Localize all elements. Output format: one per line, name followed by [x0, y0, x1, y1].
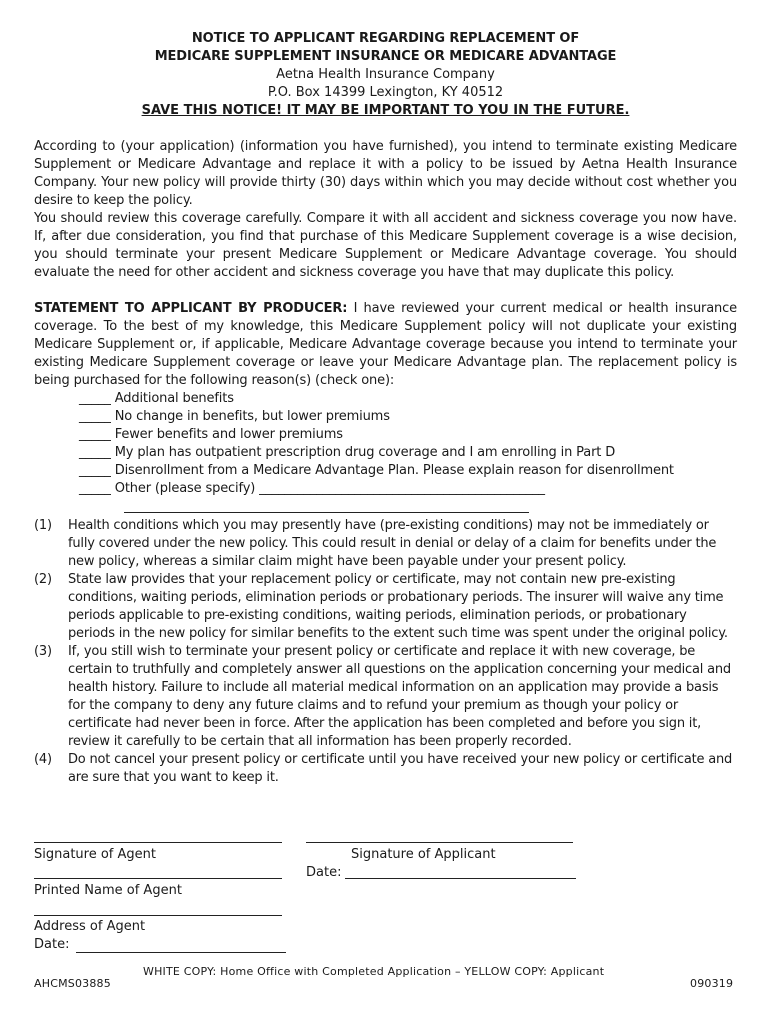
company-name: Aetna Health Insurance Company — [276, 67, 495, 82]
checklist-item-disenrollment[interactable]: _____ Disenrollment from a Medicare Advantage Plan. Please explain reason for disenrollment — [79, 463, 674, 478]
copy-distribution: WHITE COPY: Home Office with Completed Application – YELLOW COPY: Applicant — [143, 965, 605, 978]
intro-paragraph-1: According to (your application) (information you have furnished), you intend to terminate existing Medicare Supplement or Medicare Advantage and replace it with a policy to be issued by Aetna Health Insurance Company. Your new policy will provide thirty (30) days within which you may decide without cost whether you desire to keep the policy. — [34, 139, 737, 208]
company-address: P.O. Box 14399 Lexington, KY 40512 — [267, 85, 504, 100]
agent-signature-line[interactable] — [34, 842, 282, 843]
agent-date-label: Date: — [34, 937, 70, 952]
checklist-item-other[interactable]: _____ Other (please specify) _____________________________________________ — [79, 481, 545, 496]
save-notice: SAVE THIS NOTICE! IT MAY BE IMPORTANT TO YOU IN THE FUTURE. — [141, 103, 630, 118]
numbered-item — [34, 571, 737, 643]
item-number: (4) — [34, 752, 52, 767]
printed-name-label: Printed Name of Agent — [34, 883, 182, 898]
item-text: Health conditions which you may presently have (pre-existing conditions) may not be immediately or fully covered under the new policy. This could result in denial or delay of a claim for benefits under the new policy, whereas a similar claim might have been payable under your present policy. — [68, 518, 717, 569]
item-number: (1) — [34, 518, 52, 533]
item-text: Do not cancel your present policy or certificate until you have received your new policy or certificate and are sure that you want to keep it. — [68, 752, 733, 785]
item-number: (2) — [34, 572, 52, 587]
title-line-2: MEDICARE SUPPLEMENT INSURANCE OR MEDICARE ADVANTAGE — [154, 49, 617, 64]
numbered-item — [34, 517, 737, 571]
item-text: State law provides that your replacement policy or certificate, may not contain new pre-existing conditions, waiting periods, elimination periods or probationary periods. The insurer will waive any time periods applicable to pre-existing conditions, waiting periods, elimination periods, or probationary periods in the new policy for similar benefits to the extent such time was spent under the original policy. — [68, 572, 728, 641]
agent-date-line[interactable] — [76, 952, 286, 953]
title-line-1: NOTICE TO APPLICANT REGARDING REPLACEMENT OF — [191, 31, 580, 46]
numbered-item — [34, 751, 737, 787]
printed-name-line[interactable] — [34, 878, 282, 879]
checklist-item-fewer-benefits[interactable]: _____ Fewer benefits and lower premiums — [79, 427, 343, 442]
applicant-signature-label: Signature of Applicant — [351, 847, 496, 862]
statement-label: STATEMENT TO APPLICANT BY PRODUCER: — [34, 301, 348, 316]
applicant-date-label: Date: — [306, 865, 342, 880]
disenrollment-reason-line[interactable] — [124, 498, 529, 513]
producer-statement — [34, 300, 737, 390]
checklist-item-additional-benefits[interactable]: _____ Additional benefits — [79, 391, 234, 406]
intro-paragraph-2: You should review this coverage carefully. Compare it with all accident and sickness coverage you now have. If, after due consideration, you find that purchase of this Medicare Supplement coverage is a wise decision, you should terminate your present Medicare Supplement or Medicare Advantage coverage. You should evaluate the need for other accident and sickness coverage you have that may duplicate this policy. — [34, 211, 737, 280]
applicant-signature-line[interactable] — [306, 842, 573, 843]
checklist-item-part-d[interactable]: _____ My plan has outpatient prescription drug coverage and I am enrolling in Part D — [79, 445, 616, 460]
agent-address-label: Address of Agent — [34, 919, 146, 934]
applicant-date-line[interactable] — [345, 878, 576, 879]
checklist-item-lower-premiums[interactable]: _____ No change in benefits, but lower premiums — [79, 409, 390, 424]
form-code: 090319 — [690, 977, 734, 990]
numbered-item — [34, 643, 737, 751]
form-id: AHCMS03885 — [34, 977, 111, 990]
agent-address-line[interactable] — [34, 915, 282, 916]
agent-signature-label: Signature of Agent — [34, 847, 156, 862]
statement-text: I have reviewed your current medical or health insurance coverage. To the best of my knowledge, this Medicare Supplement policy will not duplicate your existing Medicare Supplement or, if applicable, Medicare Advantage coverage because you intend to terminate your existing Medicare Supplement coverage or leave your Medicare Advantage plan. The replacement policy is being purchased for the following reason(s) (check one): — [34, 301, 737, 388]
item-number: (3) — [34, 644, 52, 659]
item-text: If, you still wish to terminate your present policy or certificate and replace it with new coverage, be certain to truthfully and completely answer all questions on the application concerning your medical and health history. Failure to include all material medical information on an application may provide a basis for the company to deny any future claims and to refund your premium as though your policy or certificate had never been in force. After the application has been completed and before you sign it, review it carefully to be certain that all information has been properly recorded. — [68, 644, 731, 749]
notice-document — [34, 30, 737, 787]
